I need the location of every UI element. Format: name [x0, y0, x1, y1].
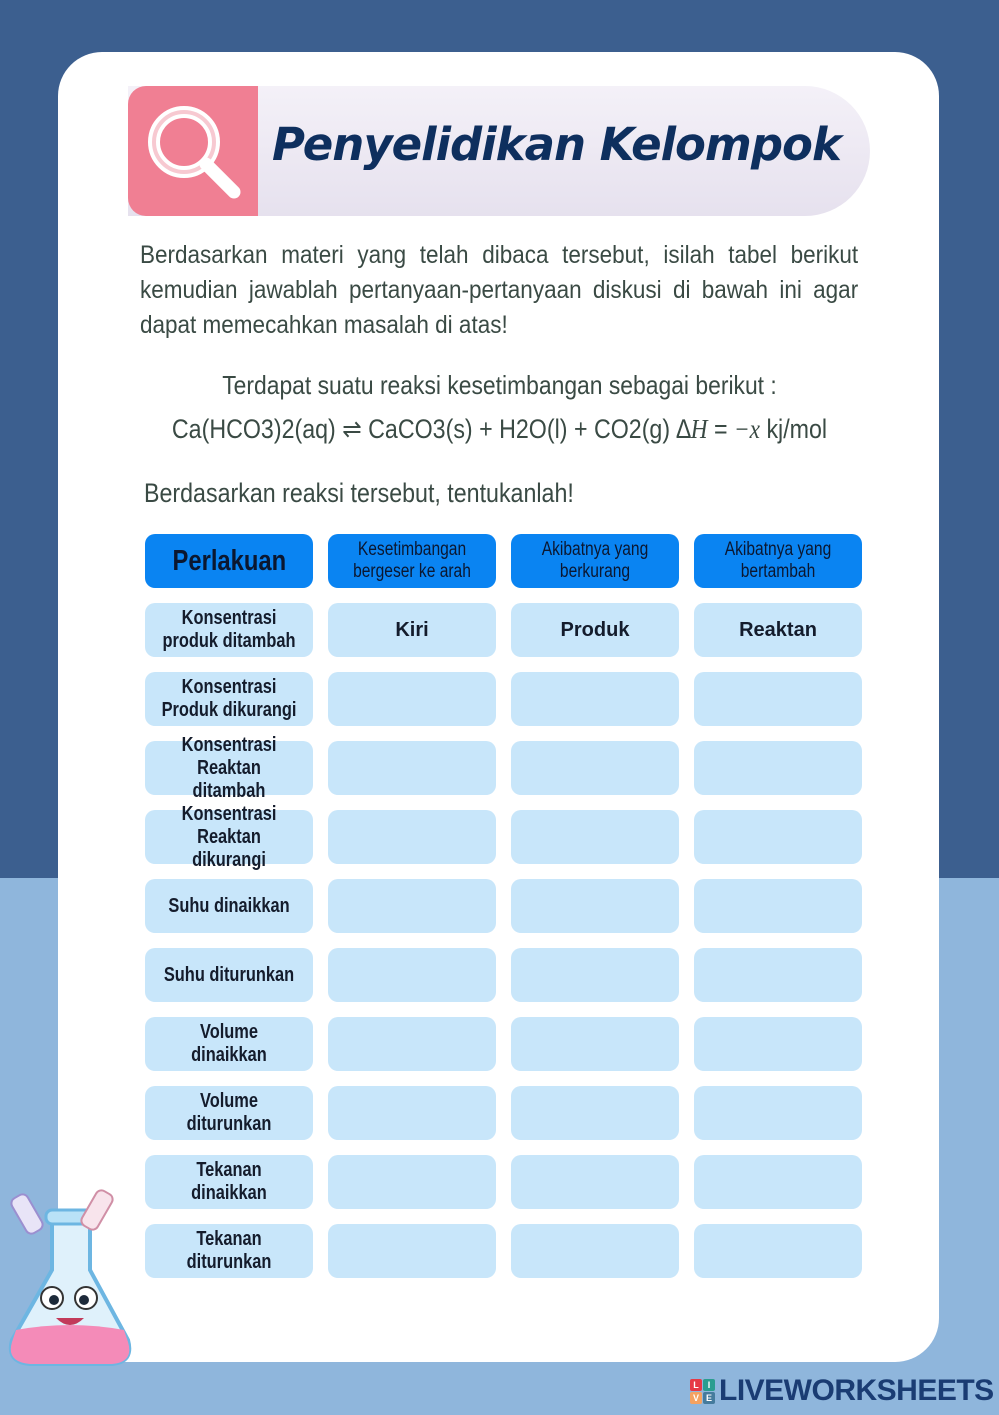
table-header-0	[145, 534, 313, 588]
table-header-label: Akibatnya yang berkurang	[541, 539, 649, 582]
answer-cell[interactable]	[694, 603, 862, 657]
table-row-label	[145, 1155, 313, 1209]
equilibrium-arrow-icon: ⇌	[342, 414, 362, 444]
row-label-text: Konsentrasi produk ditambah	[162, 607, 296, 652]
row-label-text: Volume dinaikkan	[191, 1021, 267, 1066]
answer-cell[interactable]	[328, 879, 496, 933]
magnifier-icon	[142, 100, 244, 202]
answer-cell[interactable]	[328, 1017, 496, 1071]
answer-cell[interactable]	[328, 672, 496, 726]
answer-cell[interactable]	[511, 948, 679, 1002]
answer-input[interactable]	[694, 810, 862, 864]
equation-products: CaCO3(s) + H2O(l) + CO2(g)	[368, 414, 671, 444]
answer-cell[interactable]	[511, 672, 679, 726]
answer-input[interactable]	[694, 672, 862, 726]
answer-input[interactable]	[328, 948, 496, 1002]
answer-cell[interactable]	[328, 1086, 496, 1140]
answer-input[interactable]	[694, 1224, 862, 1278]
answer-cell[interactable]	[511, 603, 679, 657]
brand-logo-icon	[690, 1379, 715, 1404]
answer-input[interactable]	[511, 1017, 679, 1071]
table-row-label	[145, 1086, 313, 1140]
answer-cell[interactable]	[511, 879, 679, 933]
row-label-text: Konsentrasi Reaktan dikurangi	[181, 802, 277, 871]
page-title: Penyelidikan Kelompok	[272, 118, 841, 171]
answer-input[interactable]	[328, 1224, 496, 1278]
brand-logo-letter: L	[690, 1379, 702, 1391]
intro-paragraph: Berdasarkan materi yang telah dibaca tersebut, isilah tabel berikut kemudian jawablah pertanyaan-pertanyaan diskusi di bawah ini agar dapat memecahkan masalah di atas!	[140, 241, 859, 339]
flask-mascot-icon	[0, 1180, 140, 1370]
answer-cell[interactable]	[328, 1224, 496, 1278]
answer-input[interactable]	[694, 1155, 862, 1209]
table-header-1	[328, 534, 496, 588]
answer-input[interactable]	[328, 672, 496, 726]
answer-cell[interactable]	[511, 1086, 679, 1140]
answer-cell[interactable]	[328, 603, 496, 657]
answer-input[interactable]	[694, 603, 862, 657]
answer-input[interactable]	[328, 1086, 496, 1140]
brand-logo-letter: E	[703, 1392, 715, 1404]
answer-cell[interactable]	[694, 1224, 862, 1278]
answer-input[interactable]	[694, 1086, 862, 1140]
table-row-label	[145, 603, 313, 657]
answer-input[interactable]	[511, 1155, 679, 1209]
answer-cell[interactable]	[328, 810, 496, 864]
table-row-label	[145, 802, 313, 871]
table-row-label	[145, 1017, 313, 1071]
header-icon-box	[128, 86, 258, 216]
answer-input[interactable]	[511, 672, 679, 726]
answer-cell[interactable]	[511, 1224, 679, 1278]
answer-cell[interactable]	[694, 1155, 862, 1209]
reaction-intro: Terdapat suatu reaksi kesetimbangan sebagai berikut :	[222, 370, 777, 400]
answer-cell[interactable]	[694, 741, 862, 795]
table-header-label: Perlakuan	[172, 545, 286, 577]
row-label-text: Konsentrasi Reaktan ditambah	[181, 733, 277, 802]
answer-input[interactable]	[328, 1155, 496, 1209]
answer-input[interactable]	[511, 1224, 679, 1278]
brand-name: LIVEWORKSHEETS	[719, 1374, 994, 1407]
row-label-text: Tekanan diturunkan	[186, 1228, 272, 1273]
answer-input[interactable]	[328, 603, 496, 657]
answer-input[interactable]	[511, 1086, 679, 1140]
answer-cell[interactable]	[328, 741, 496, 795]
table-row-label	[145, 1224, 313, 1278]
row-label-text: Suhu dinaikkan	[168, 894, 290, 917]
answer-cell[interactable]	[328, 948, 496, 1002]
table-header-label: Akibatnya yang bertambah	[724, 539, 832, 582]
answer-input[interactable]	[694, 948, 862, 1002]
answer-input[interactable]	[328, 810, 496, 864]
table-header-2	[511, 534, 679, 588]
answer-input[interactable]	[694, 741, 862, 795]
brand-logo	[690, 1374, 994, 1408]
enthalpy-value: −x	[734, 414, 760, 444]
answer-cell[interactable]	[511, 1155, 679, 1209]
answer-cell[interactable]	[694, 879, 862, 933]
delta-symbol: ∆	[676, 414, 691, 444]
answer-input[interactable]	[694, 1017, 862, 1071]
table-header-3	[694, 534, 862, 588]
answer-input[interactable]	[328, 741, 496, 795]
answer-cell[interactable]	[694, 1086, 862, 1140]
answer-cell[interactable]	[694, 672, 862, 726]
answer-cell[interactable]	[511, 1017, 679, 1071]
answer-input[interactable]	[328, 879, 496, 933]
brand-logo-letter: V	[690, 1392, 702, 1404]
row-label-text: Suhu diturunkan	[163, 963, 295, 986]
answer-cell[interactable]	[694, 948, 862, 1002]
table-row-label	[145, 879, 313, 933]
answer-input[interactable]	[511, 810, 679, 864]
table-instruction: Berdasarkan reaksi tersebut, tentukanlah!	[144, 478, 574, 508]
equals-sign: =	[707, 414, 735, 444]
answer-input[interactable]	[511, 603, 679, 657]
reaction-equation	[70, 414, 929, 445]
answer-cell[interactable]	[328, 1155, 496, 1209]
answer-cell[interactable]	[511, 810, 679, 864]
answer-input[interactable]	[511, 948, 679, 1002]
equation-reactant: Ca(HCO3)2(aq)	[171, 414, 336, 444]
answer-cell[interactable]	[694, 810, 862, 864]
table-row-label	[145, 948, 313, 1002]
row-label-text: Volume diturunkan	[186, 1090, 272, 1135]
answer-cell[interactable]	[511, 741, 679, 795]
answer-input[interactable]	[511, 741, 679, 795]
answer-input[interactable]	[694, 879, 862, 933]
answer-input[interactable]	[328, 1017, 496, 1071]
enthalpy-unit: kj/mol	[759, 414, 828, 444]
table-header-label: Kesetimbangan bergeser ke arah	[353, 539, 471, 582]
answer-cell[interactable]	[694, 1017, 862, 1071]
answer-input[interactable]	[511, 879, 679, 933]
table-row-label	[145, 733, 313, 802]
table-row-label	[145, 672, 313, 726]
brand-logo-letter: I	[703, 1379, 715, 1391]
enthalpy-variable: H	[690, 414, 708, 444]
row-label-text: Konsentrasi Produk dikurangi	[161, 676, 297, 721]
row-label-text: Tekanan dinaikkan	[191, 1159, 267, 1204]
